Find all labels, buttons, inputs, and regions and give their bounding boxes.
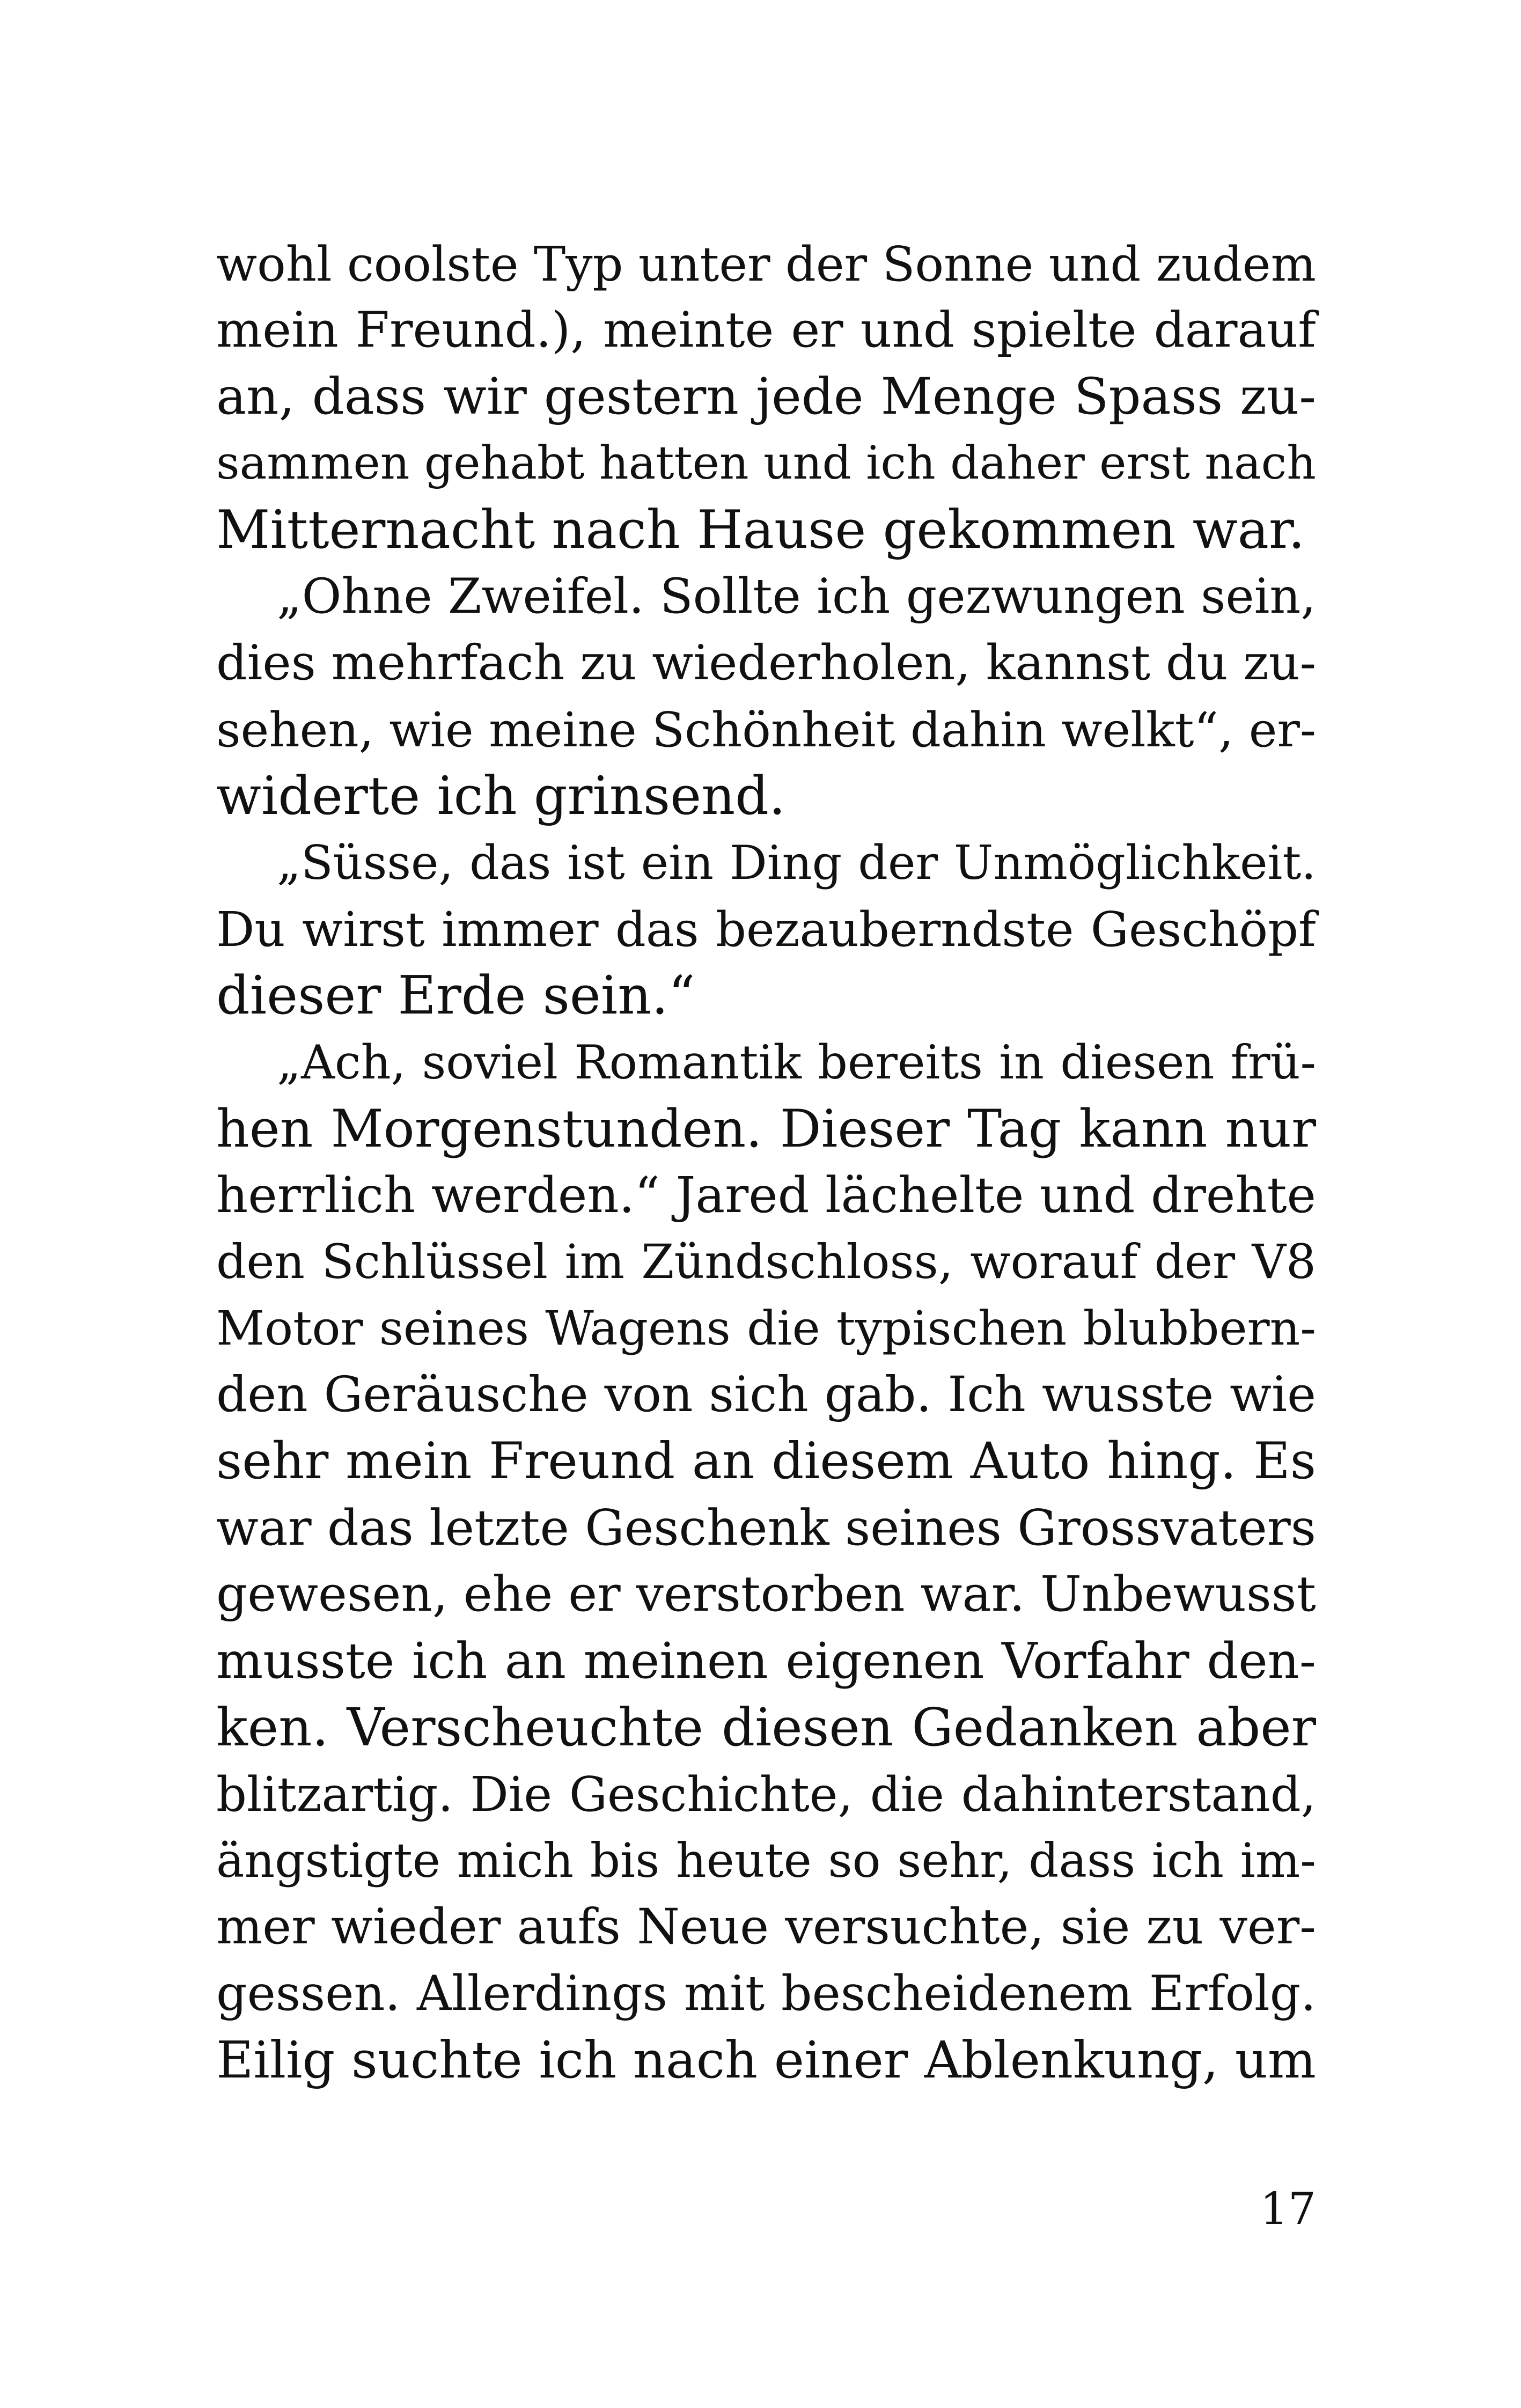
text-line: gessen. Allerdings mit bescheidenem Erfolg. [216, 1965, 1316, 2022]
text-line: blitzartig. Die Geschichte, die dahinterstand, [216, 1766, 1316, 1822]
text-line: mein Freund.), meinte er und spielte darauf [216, 302, 1316, 358]
body-text [216, 231, 1316, 2094]
text-line: den Geräusche von sich gab. Ich wusste wie [216, 1367, 1316, 1423]
text-line: dieser Erde sein.“ [216, 965, 695, 1026]
text-line: sehen, wie meine Schönheit dahin welkt“, er- [216, 702, 1316, 758]
text-line: „Süsse, das ist ein Ding der Unmöglichkeit. [277, 835, 1316, 890]
page-number: 17 [1260, 2184, 1316, 2235]
text-line: war das letzte Geschenk seines Grossvaters [216, 1499, 1316, 1557]
text-line: widerte ich grinsend. [216, 766, 786, 827]
text-line: ängstigte mich bis heute so sehr, dass ich im- [216, 1833, 1316, 1888]
text-line: sammen gehabt hatten und ich daher erst nach [216, 437, 1316, 490]
text-line: sehr mein Freund an diesem Auto hing. Es [216, 1432, 1316, 1491]
text-line: an, dass wir gestern jede Menge Spass zu- [216, 368, 1316, 426]
text-line: musste ich an meinen eigenen Vorfahr den- [216, 1632, 1316, 1690]
text-line: wohl coolste Typ unter der Sonne und zudem [216, 236, 1316, 292]
text-line: dies mehrfach zu wiederholen, kannst du zu- [216, 635, 1316, 691]
text-line: mer wieder aufs Neue versuchte, sie zu ver- [216, 1899, 1316, 1955]
text-line: Eilig suchte ich nach einer Ablenkung, um [216, 2031, 1316, 2090]
text-line: ken. Verscheuchte diesen Gedanken aber [216, 1697, 1316, 1758]
text-line: „Ach, soviel Romantik bereits in diesen frü- [277, 1035, 1316, 1090]
text-line: Motor seines Wagens die typischen blubbern- [216, 1301, 1316, 1356]
text-line: Mitternacht nach Hause gekommen war. [216, 500, 1305, 561]
text-line: gewesen, ehe er verstorben war. Unbewusst [216, 1566, 1316, 1623]
text-line: herrlich werden.“ Jared lächelte und drehte [216, 1166, 1316, 1224]
text-line: Du wirst immer das bezauberndste Geschöpf [216, 901, 1316, 957]
text-line: hen Morgenstunden. Dieser Tag kann nur [216, 1099, 1316, 1159]
text-line: „Ohne Zweifel. Sollte ich gezwungen sein, [277, 568, 1316, 625]
text-line: den Schlüssel im Zündschloss, worauf der V8 [216, 1234, 1316, 1289]
